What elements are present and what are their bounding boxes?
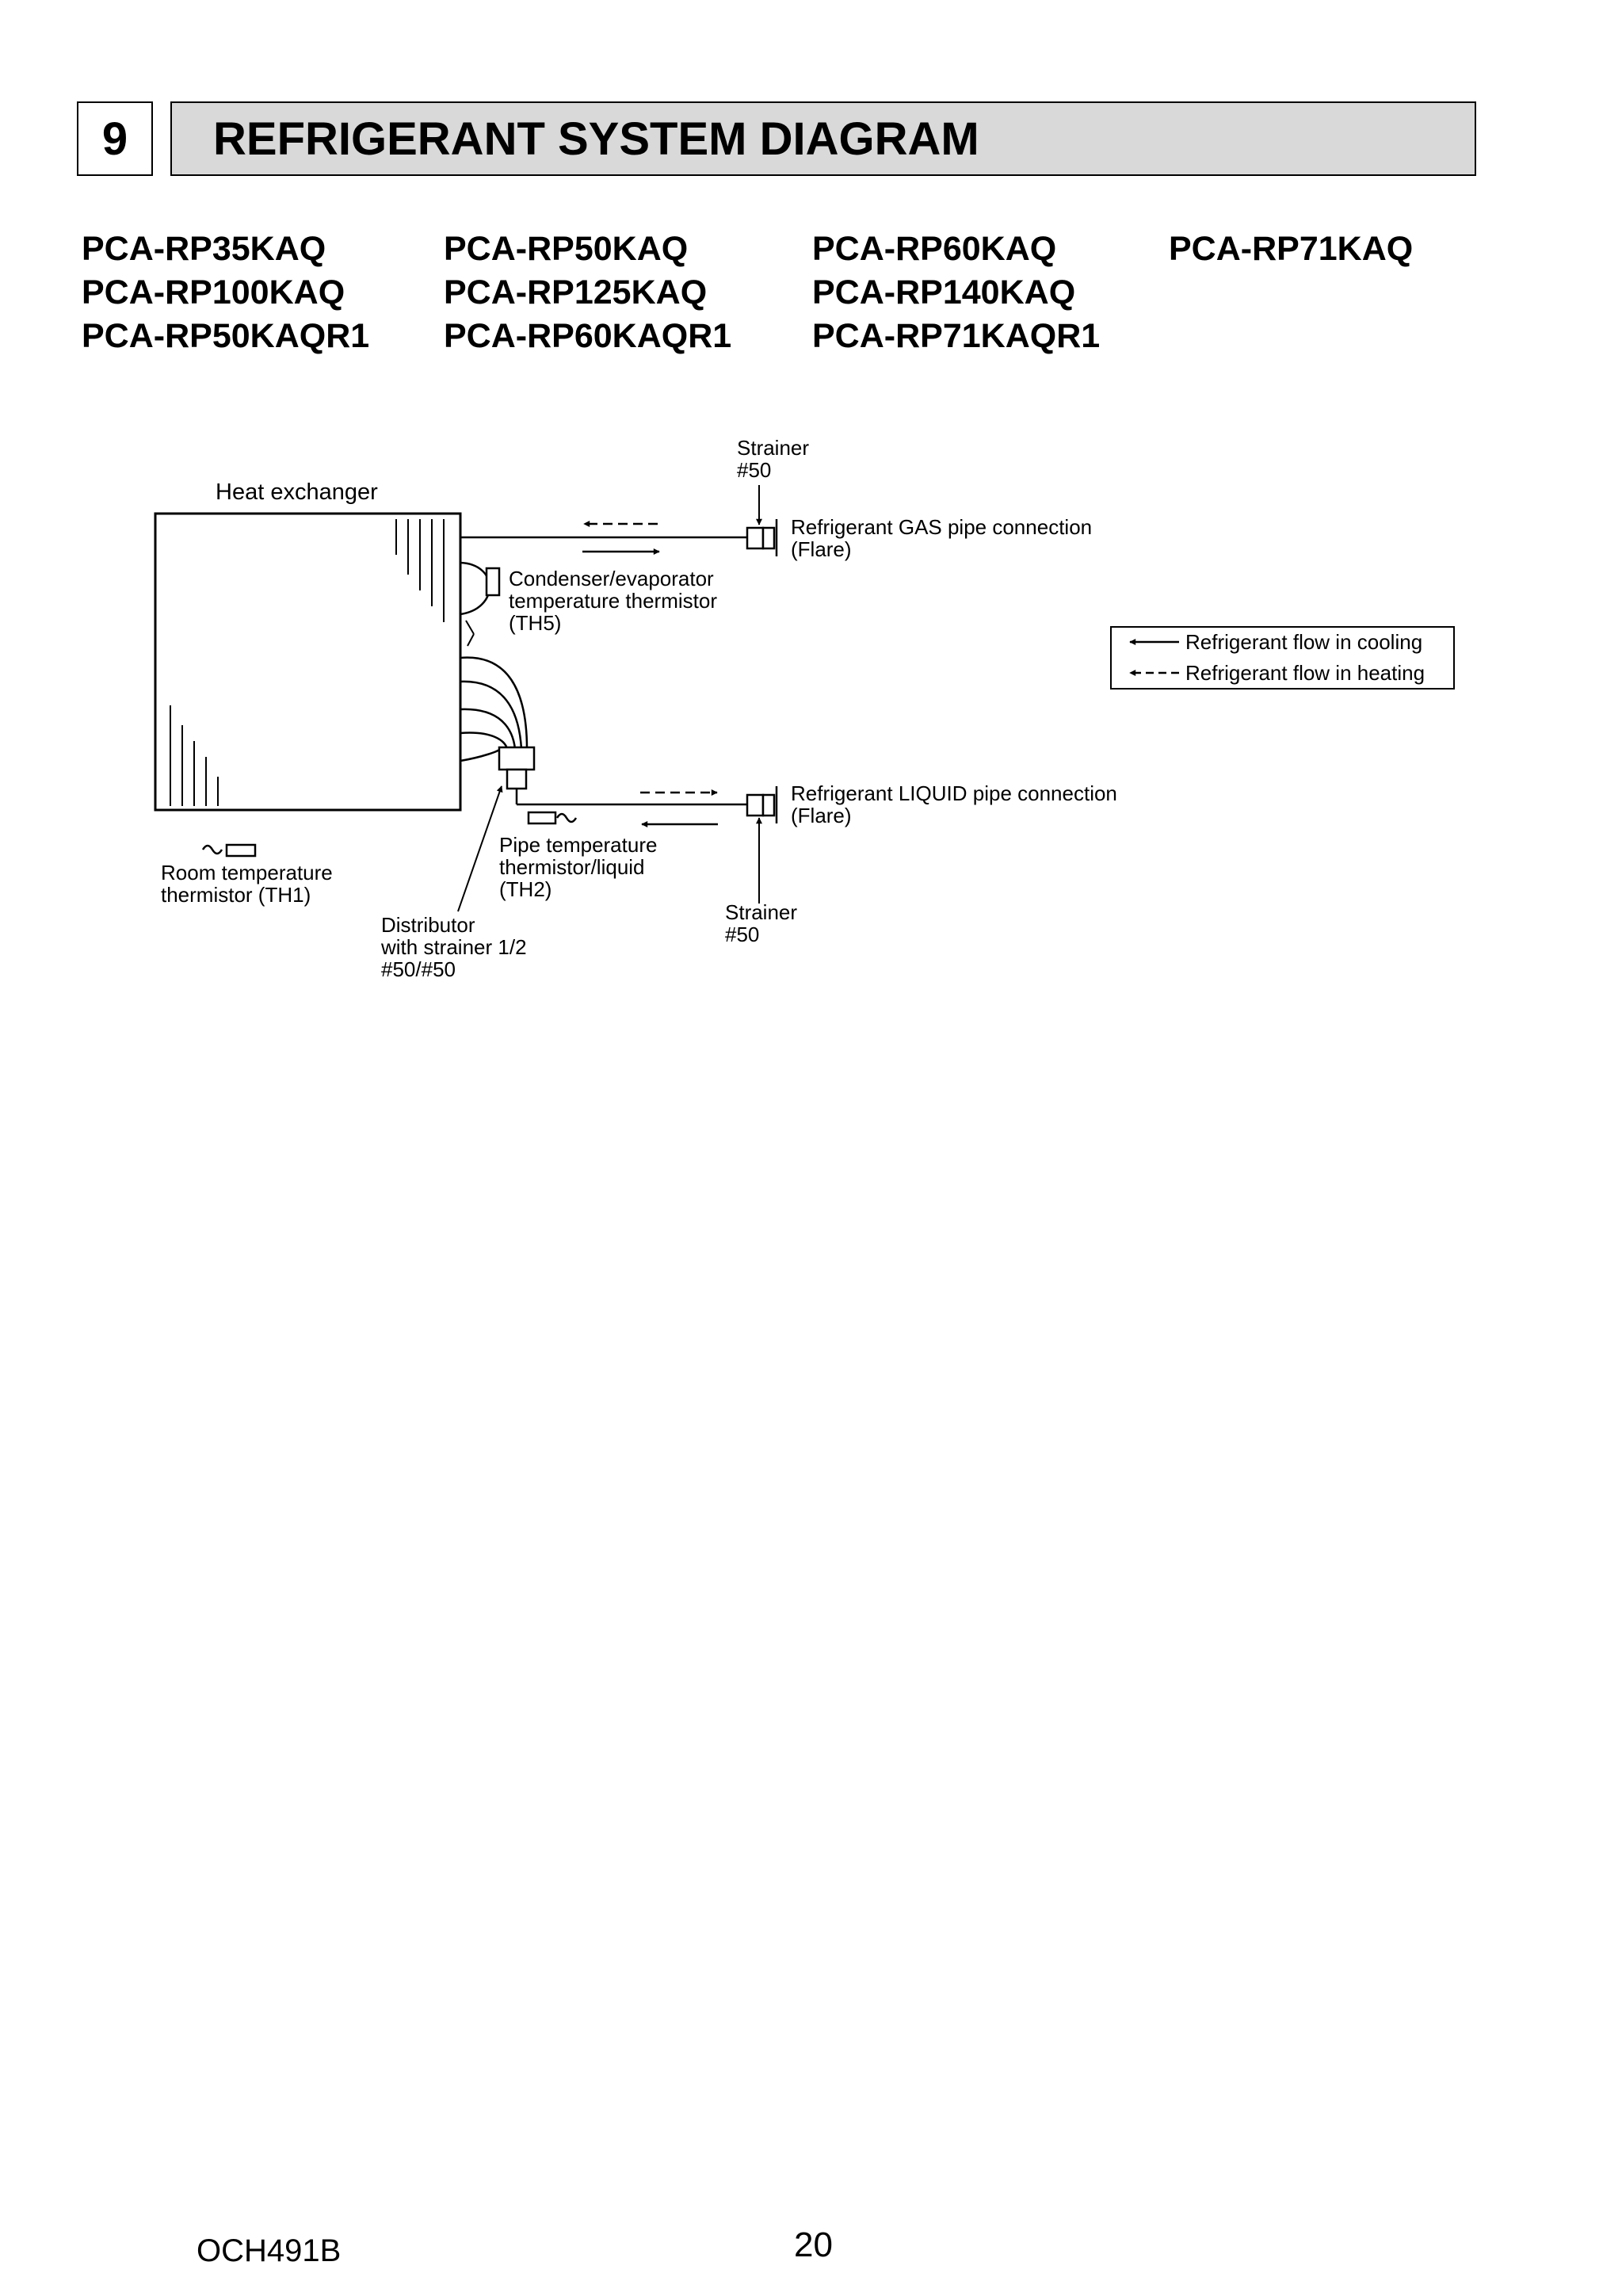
model-name: PCA-RP50KAQ: [444, 230, 689, 268]
th2-label: Pipe temperature thermistor/liquid (TH2): [499, 833, 658, 901]
document-code: OCH491B: [197, 2233, 342, 2268]
refrigerant-diagram: [0, 0, 1622, 1030]
th5-thermistor: [487, 568, 499, 595]
distributor-label: Distributor with strainer 1/2 #50/#50: [381, 913, 527, 981]
model-name: PCA-RP100KAQ: [82, 273, 345, 311]
liquid-connection-label: Refrigerant LIQUID pipe connection (Flare): [791, 781, 1117, 827]
strainer-top-label: Strainer #50: [737, 436, 810, 482]
distributor-leader: [458, 786, 502, 911]
model-name: PCA-RP125KAQ: [444, 273, 708, 311]
th2-thermistor: [529, 812, 576, 823]
legend: [1111, 627, 1454, 689]
page-number: 20: [794, 2225, 833, 2264]
legend-heating-label: Refrigerant flow in heating: [1185, 661, 1425, 685]
th1-thermistor: [203, 845, 255, 856]
model-name: PCA-RP60KAQ: [812, 230, 1057, 268]
section-number: 9: [77, 101, 153, 176]
heat-exchanger-label: Heat exchanger: [216, 479, 378, 505]
model-name: PCA-RP35KAQ: [82, 230, 326, 268]
heat-exchanger: [155, 514, 460, 810]
section-title: REFRIGERANT SYSTEM DIAGRAM: [170, 101, 1476, 176]
model-name: PCA-RP60KAQR1: [444, 317, 732, 355]
distributor-tubes: [460, 658, 527, 761]
model-name: PCA-RP71KAQ: [1169, 230, 1414, 268]
model-name: PCA-RP140KAQ: [812, 273, 1076, 311]
model-name: PCA-RP71KAQR1: [812, 317, 1101, 355]
gas-connection-label: Refrigerant GAS pipe connection (Flare): [791, 515, 1093, 561]
th5-label: Condenser/evaporator temperature thermistor (TH5): [509, 567, 717, 635]
liquid-flare-fitting: [747, 786, 777, 823]
legend-cooling-label: Refrigerant flow in cooling: [1185, 630, 1423, 654]
model-name: PCA-RP50KAQR1: [82, 317, 370, 355]
strainer-bottom-label: Strainer #50: [725, 900, 798, 946]
distributor: [499, 747, 534, 789]
gas-flare-fitting: [747, 519, 777, 556]
th1-label: Room temperature thermistor (TH1): [161, 861, 333, 907]
